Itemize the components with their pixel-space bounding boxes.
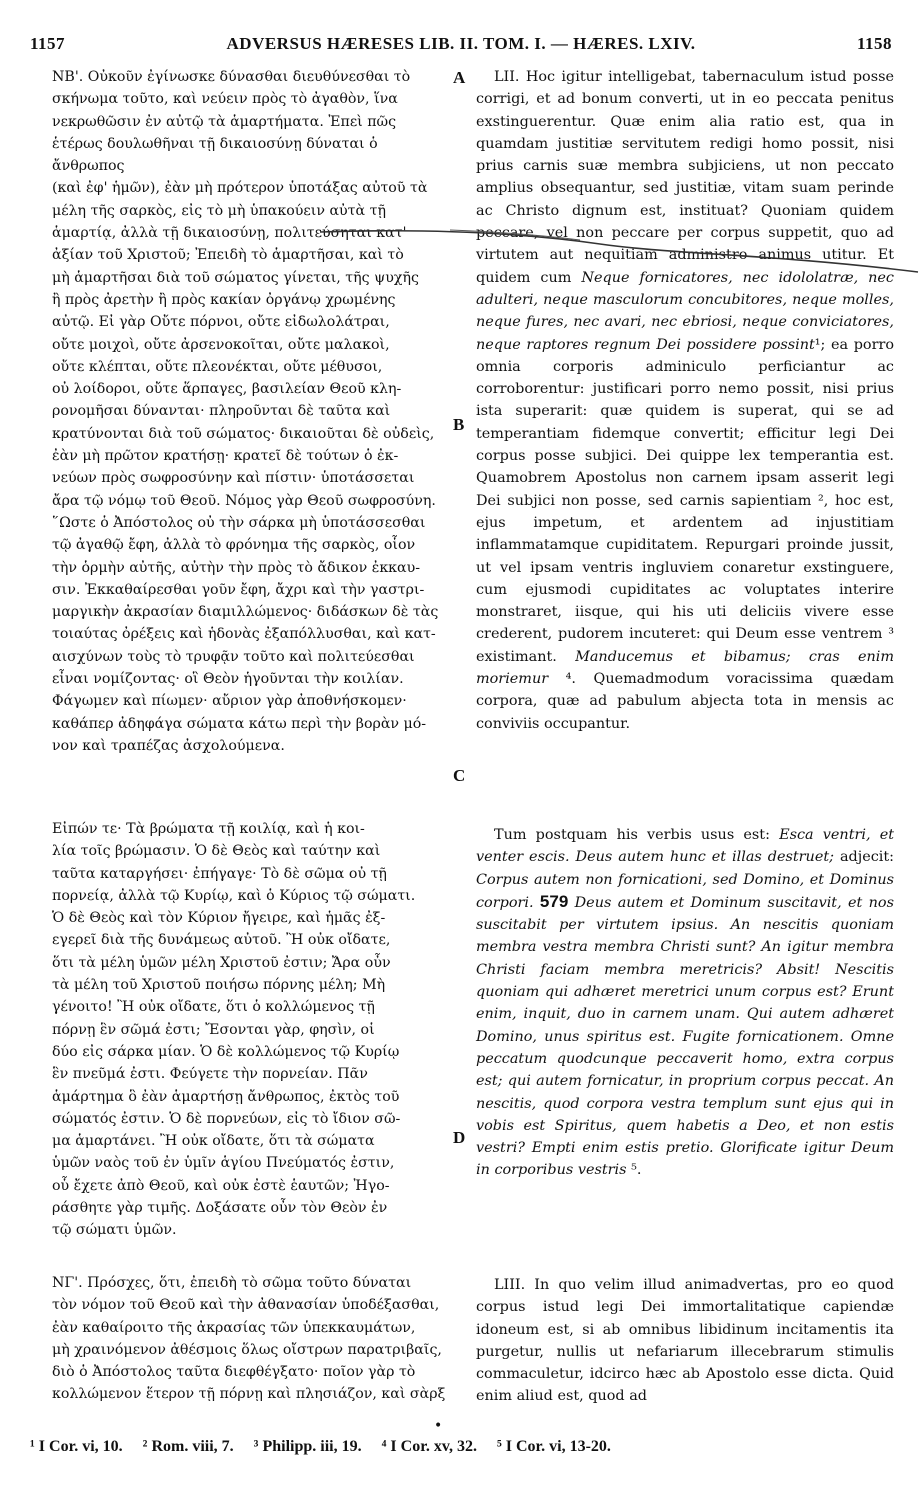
greek-column-2: [52, 818, 448, 1242]
footnotes: [30, 1438, 892, 1456]
margin-marker-b: B: [453, 415, 465, 434]
pencil-strike-mark: [300, 220, 920, 300]
latin-quote: Neque fornicatores, nec idololatræ, nec adulteri, neque masculorum concubitores, neque molles, neque fures, nec avari, nec ebriosi, neque conviciatores, neque raptores regnum Dei possidere possint: [476, 269, 894, 353]
page-number-left: 1157: [30, 34, 66, 53]
latin-text: LII. Hoc igitur intelligebat, tabernaculum istud posse corrigi, et ad bonum converti, ut in eo peccata penitus exstinguerentur. Quæ enim alia ratio est, qua in quamdam justitiæ servitutem redigi homo possit, nisi prius carnis suæ membra subjiciens, ut non peccato amplius obsequantur, sed justitiæ, vitam suam perinde ac Christo dignum est, instituat? Quoniam quidem peccare, vel non peccare per corpus suppetit, quo ad virtutem aut nequitiam administro animus utitur. Et quidem cum: [476, 69, 894, 286]
latin-text: Tum postquam his verbis usus est:: [494, 827, 780, 843]
footnote-2: ² Rom. viii, 7.: [142, 1438, 234, 1455]
latin-quote: Deus autem et Dominum suscitavit, et nos suscitabit per virtutem ipsius. An nescitis quoniam membra vestra membra Christi sunt? An igitur membra Christi faciam membra meretricis? Absit! Nescitis quoniam qui adhæret meretrici unum corpus est? Erunt enim, inquit, duo in carnem unam. Qui autem adhæret Domino, unus spiritus est. Fugite fornicationem. Omne peccatum quodcunque peccaverit homo, extra corpus est; qui autem fornicatur, in proprium corpus peccat. An nescitis, quod corpora vestra templum sunt ejus qui in vobis est Spiritus, quem habetis a Deo, et non estis vestri? Empti enim estis pretio. Glorificate igitur Deum in corporibus vestris: [476, 894, 894, 1179]
latin-paragraph-52: [476, 66, 894, 735]
footnote-5: ⁵ I Cor. vi, 13-20.: [496, 1438, 611, 1455]
margin-marker-a: A: [453, 68, 466, 87]
margin-marker-d: D: [453, 1128, 466, 1147]
latin-quote: Manducemus et bibamus; cras enim moriemur: [476, 648, 894, 688]
latin-text: ⁵.: [626, 1162, 642, 1179]
greek-column-3: [52, 1272, 448, 1406]
latin-paragraph-quote: [476, 824, 894, 1182]
greek-paragraph-52: ΝΒ'. Οὐκοῦν ἐγίνωσκε δύνασθαι διευθύνεσθαι τὸ σκήνωμα τοῦτο, καὶ νεύειν πρὸς τὸ ἀγαθὸν, ἵνα νεκρωθῶσιν ἐν αὐτῷ τὰ ἁμαρτήματα. Ἐπεὶ πῶς ἑτέρως δουλωθῆναι τῇ δικαιοσύνῃ δύναται ὁ ἄνθρωπος (καὶ ἐφ' ἡμῶν), ἐὰν μὴ πρότερον ὑποτάξας αὐτοῦ τὰ μέλη τῆς σαρκὸς, εἰς τὸ μὴ ὑπακούειν αὐτὰ τῇ ἁμαρτίᾳ, ἀλλὰ τῇ δικαιοσύνῃ, πολιτεύσηται κατ' ἀξίαν τοῦ Χριστοῦ; Ἐπειδὴ τὸ ἁμαρτῆσαι, καὶ τὸ μὴ ἁμαρτῆσαι διὰ τοῦ σώματος γίνεται, τῆς ψυχῆς ἢ πρὸς ἀρετὴν ἢ πρὸς κακίαν ὀργάνῳ χρωμένης αὐτῷ. Εἰ γὰρ Οὔτε πόρνοι, οὔτε εἰδωλολάτραι, οὔτε μοιχοὶ, οὔτε ἀρσενοκοῖται, οὔτε μαλακοὶ, οὔτε κλέπται, οὔτε πλεονέκται, οὔτε μέθυσοι, οὐ λοίδοροι, οὔτε ἅρπαγες, βασιλείαν Θεοῦ κλη- ρονομῆσαι δύνανται· πληροῦνται δὲ ταῦτα καὶ κρατύνονται διὰ τοῦ σώματος· δικαιοῦται δὲ οὐδεὶς, ἐὰν μὴ πρῶτον κρατήσῃ· κρατεῖ δὲ τούτων ὁ ἐκ- νεύων πρὸς σωφροσύνην καὶ πίστιν· ὑποτάσσεται ἄρα τῷ νόμῳ τοῦ Θεοῦ. Νόμος γὰρ Θεοῦ σωφροσύνη. ῞Ωστε ὁ Ἀπόστολος οὐ τὴν σάρκα μὴ ὑποτάσσεσθαι τῷ ἀγαθῷ ἔφη, ἀλλὰ τὸ φρόνημα τῆς σαρκὸς, οἷον τὴν ὁρμὴν αὐτῆς, αὐτὴν τὴν πρὸς τὸ ἄδικον ἐκκαυ- σιν. Ἐκκαθαίρεσθαι γοῦν ἔφη, ἄχρι καὶ τὴν γαστρι- μαργικὴν ἀκρασίαν διαμιλλώμενος· διδάσκων δὲ τὰς τοιαύτας ὀρέξεις καὶ ἡδονὰς ἐξαπόλλυσθαι, καὶ κατ- αισχύνων τοὺς τὸ τρυφᾷν τοῦτο καὶ πολιτεύεσθαι εἶναι νομίζοντας· οἳ Θεὸν ἡγοῦνται τὴν κοιλίαν. Φάγωμεν καὶ πίωμεν· αὔριον γὰρ ἀποθνήσκομεν· καθάπερ ἀδηφάγα σώματα κάτω περὶ τὴν βορὰν μό- νον καὶ τραπέζας ἀσχολούμενα.: [52, 69, 439, 754]
latin-text: ¹; ea porro omnia corporis adminiculo perficiantur ac corroborentur: justificari porro nemo possit, nisi prius ista superarit: quæ quidem is superat, qui se ad temperantiam fidemque convertit; efficitur legi Dei corpus posse subjici. Dei quippe lex temperantia est. Quamobrem Apostolus non carnem ipsam asserit legi Dei subjici non posse, sed carnis sapientiam ², hoc est, ejus impetum, et ardentem ad injustitiam inflammatamque cupiditatem. Repurgari proinde jussit, ut vel ipsam ventris ingluviem conaretur exstinguere, cum ejusmodi cupiditates ac voluptates interire monstraret, iisque, qui his uti deliciis vivere esse crederent, pudorem incuteret: qui Deum esse ventrem ³ existimant.: [476, 336, 894, 665]
latin-quote: Corpus autem non fornicationi, sed Domino, et Dominus corpori.: [476, 871, 894, 911]
stray-dot: •: [434, 1418, 443, 1434]
edition-page-number: 579: [539, 891, 569, 911]
footnote-1: ¹ I Cor. vi, 10.: [30, 1438, 123, 1455]
margin-marker-c: C: [453, 766, 466, 785]
running-title: ADVERSUS HÆRESES LIB. II. TOM. I. — HÆRES. LXIV.: [226, 34, 696, 53]
page-header: [30, 34, 892, 58]
greek-paragraph-53: ΝΓ'. Πρόσχες, ὅτι, ἐπειδὴ τὸ σῶμα τοῦτο δύναται τὸν νόμον τοῦ Θεοῦ καὶ τὴν ἀθανασίαν ὑποδέξασθαι, ἐὰν καθαίροιτο τῆς ἀκρασίας τῶν ὑπεκκαυμάτων, μὴ χραινόμενον ἀθέσμοις ὅλως οἴστρων παρατριβαῖς, διὸ ὁ Ἀπόστολος ταῦτα διεφθέγξατο· ποῖον γὰρ τὸ κολλώμενον ἕτερον τῇ πόρνῃ καὶ πλησιάζον, καὶ σὰρξ: [52, 1275, 446, 1403]
latin-column: [476, 66, 894, 735]
latin-text: ⁴. Quemadmodum voracissima quædam corpora, quæ ad pabulum abjecta tota in mensis ac conviviis occupantur.: [476, 671, 894, 732]
latin-column-2: [476, 824, 894, 1182]
latin-text: adjecit:: [833, 849, 895, 866]
latin-column-3: [476, 1274, 894, 1408]
latin-paragraph-53: LIII. In quo velim illud animadvertas, pro eo quod corpus istud legi Dei immortalitatique capiendæ idoneum est, si ab omnibus libidinum incitamentis ita purgetur, nullis ut nefariarum illecebrarum stimulis commaculetur, idcirco hæc ab Apostolo esse dicta. Quid enim aliud est, quod ad: [476, 1277, 894, 1405]
page-number-right: 1158: [856, 34, 892, 53]
latin-quote: Esca ventri, et venter escis. Deus autem hunc et illas destruet;: [476, 827, 895, 866]
footnote-3: ³ Philipp. iii, 19.: [253, 1438, 362, 1455]
greek-paragraph-quote: Εἰπών τε· Τὰ βρώματα τῇ κοιλίᾳ, καὶ ἡ κοι- λία τοῖς βρώμασιν. Ὁ δὲ Θεὸς καὶ ταύτην καὶ ταῦτα καταργήσει· ἐπήγαγε· Τὸ δὲ σῶμα οὐ τῇ πορνείᾳ, ἀλλὰ τῷ Κυρίῳ, καὶ ὁ Κύριος τῷ σώματι. Ὁ δὲ Θεὸς καὶ τὸν Κύριον ἤγειρε, καὶ ἡμᾶς ἐξ- εγερεῖ διὰ τῆς δυνάμεως αὐτοῦ. Ἢ οὐκ οἴδατε, ὅτι τὰ μέλη ὑμῶν μέλη Χριστοῦ ἐστιν; Ἄρα οὖν τὰ μέλη τοῦ Χριστοῦ ποιήσω πόρνης μέλη; Μὴ γένοιτο! Ἢ οὐκ οἴδατε, ὅτι ὁ κολλώμενος τῇ πόρνῃ ἓν σῶμά ἐστι; Ἔσονται γὰρ, φησὶν, οἱ δύο εἰς σάρκα μίαν. Ὁ δὲ κολλώμενος τῷ Κυρίῳ ἓν πνεῦμά ἐστι. Φεύγετε τὴν πορνείαν. Πᾶν ἁμάρτημα ὃ ἐὰν ἁμαρτήσῃ ἄνθρωπος, ἐκτὸς τοῦ σώματός ἐστιν. Ὁ δὲ πορνεύων, εἰς τὸ ἴδιον σῶ- μα ἁμαρτάνει. Ἢ οὐκ οἴδατε, ὅτι τὰ σώματα ὑμῶν ναὸς τοῦ ἐν ὑμῖν ἁγίου Πνεύματός ἐστιν, οὗ ἔχετε ἀπὸ Θεοῦ, καὶ οὐκ ἐστὲ ἑαυτῶν; Ἠγο- ράσθητε γὰρ τιμῆς. Δοξάσατε οὖν τὸν Θεὸν ἐν τῷ σώματι ὑμῶν.: [52, 821, 416, 1239]
footnote-4: ⁴ I Cor. xv, 32.: [381, 1438, 477, 1455]
greek-column: [52, 66, 448, 757]
